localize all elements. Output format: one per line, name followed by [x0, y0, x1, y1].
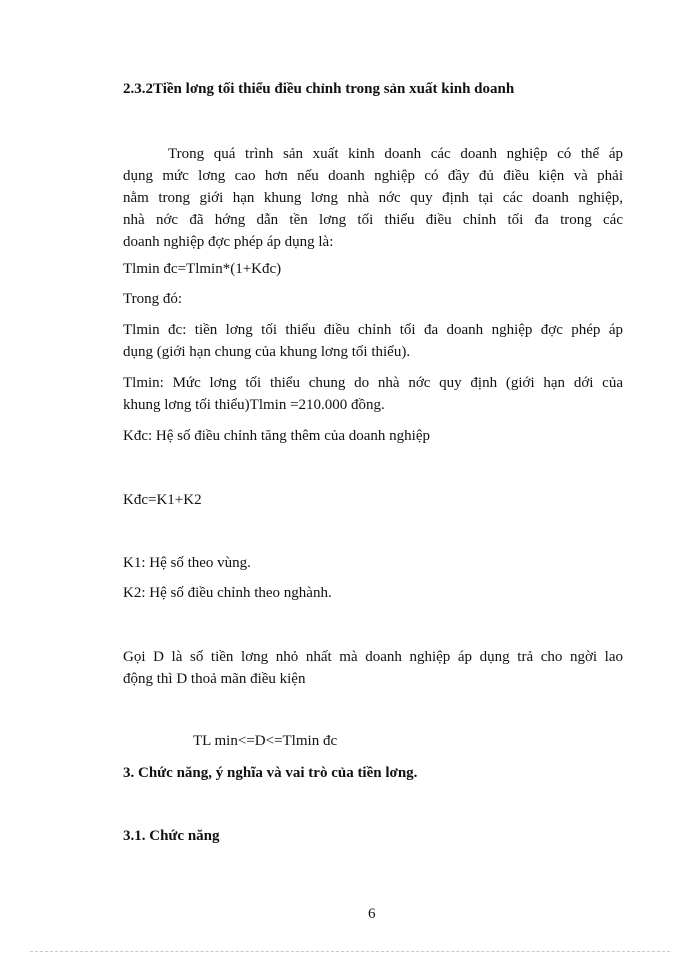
intro-line-3: nằm trong giới hạn khung lơng nhà nớc quy định tại các doanh nghiệp,: [123, 190, 623, 206]
intro-line-1: Trong quá trình sản xuất kinh doanh các doanh nghiệp có thể áp: [168, 146, 623, 162]
page-bottom-divider: [30, 951, 670, 952]
d-paragraph-line-2: động thì D thoả mãn điều kiện: [123, 671, 306, 687]
formula-kdc: Kđc=K1+K2: [123, 492, 202, 508]
definition-tlmin-line-1: Tlmin: Mức lơng tối thiểu chung do nhà nớc quy định (giới hạn dới của: [123, 375, 623, 391]
intro-paragraph: [123, 143, 623, 253]
section-heading-3-1: 3.1. Chức năng: [123, 828, 220, 844]
definition-tlmin-dc: [123, 319, 623, 363]
section-heading-3: 3. Chức năng, ý nghĩa và vai trò của tiền lơng.: [123, 765, 418, 781]
trong-do-label: Trong đó:: [123, 291, 183, 307]
d-paragraph: [123, 646, 623, 690]
intro-line-2: dụng mức lơng cao hơn nếu doanh nghiệp có đầy đủ điều kiện và phải: [123, 168, 623, 184]
d-paragraph-line-1: Gọi D là số tiền lơng nhỏ nhất mà doanh nghiệp áp dụng trả cho ngời lao: [123, 649, 623, 665]
intro-line-5: doanh nghiệp đợc phép áp dụng là:: [123, 234, 334, 250]
page-number: 6: [368, 906, 376, 922]
formula-tlmin-dc: Tlmin đc=Tlmin*(1+Kđc): [123, 261, 282, 277]
inequality-formula: TL min<=D<=Tlmin đc: [193, 733, 338, 749]
definition-kdc: Kđc: Hệ số điều chỉnh tăng thêm của doanh nghiệp: [123, 428, 431, 444]
definition-tlmin-dc-line-2: dụng (giới hạn chung của khung lơng tối thiểu).: [123, 344, 411, 360]
intro-line-4: nhà nớc đã hớng dẫn tền lơng tối thiểu điều chỉnh tối đa trong các: [123, 212, 623, 228]
definition-k1: K1: Hệ số theo vùng.: [123, 555, 251, 571]
definition-k2: K2: Hệ số điều chỉnh theo nghành.: [123, 585, 332, 601]
definition-tlmin-line-2: khung lơng tối thiểu)Tlmin =210.000 đồng.: [123, 397, 385, 413]
definition-tlmin: [123, 372, 623, 416]
definition-tlmin-dc-line-1: Tlmin đc: tiền lơng tối thiểu điều chỉnh tối đa doanh nghiệp đợc phép áp: [123, 322, 623, 338]
section-heading-2-3-2: 2.3.2Tiền lơng tối thiểu điều chỉnh trong sản xuất kinh doanh: [123, 81, 515, 97]
